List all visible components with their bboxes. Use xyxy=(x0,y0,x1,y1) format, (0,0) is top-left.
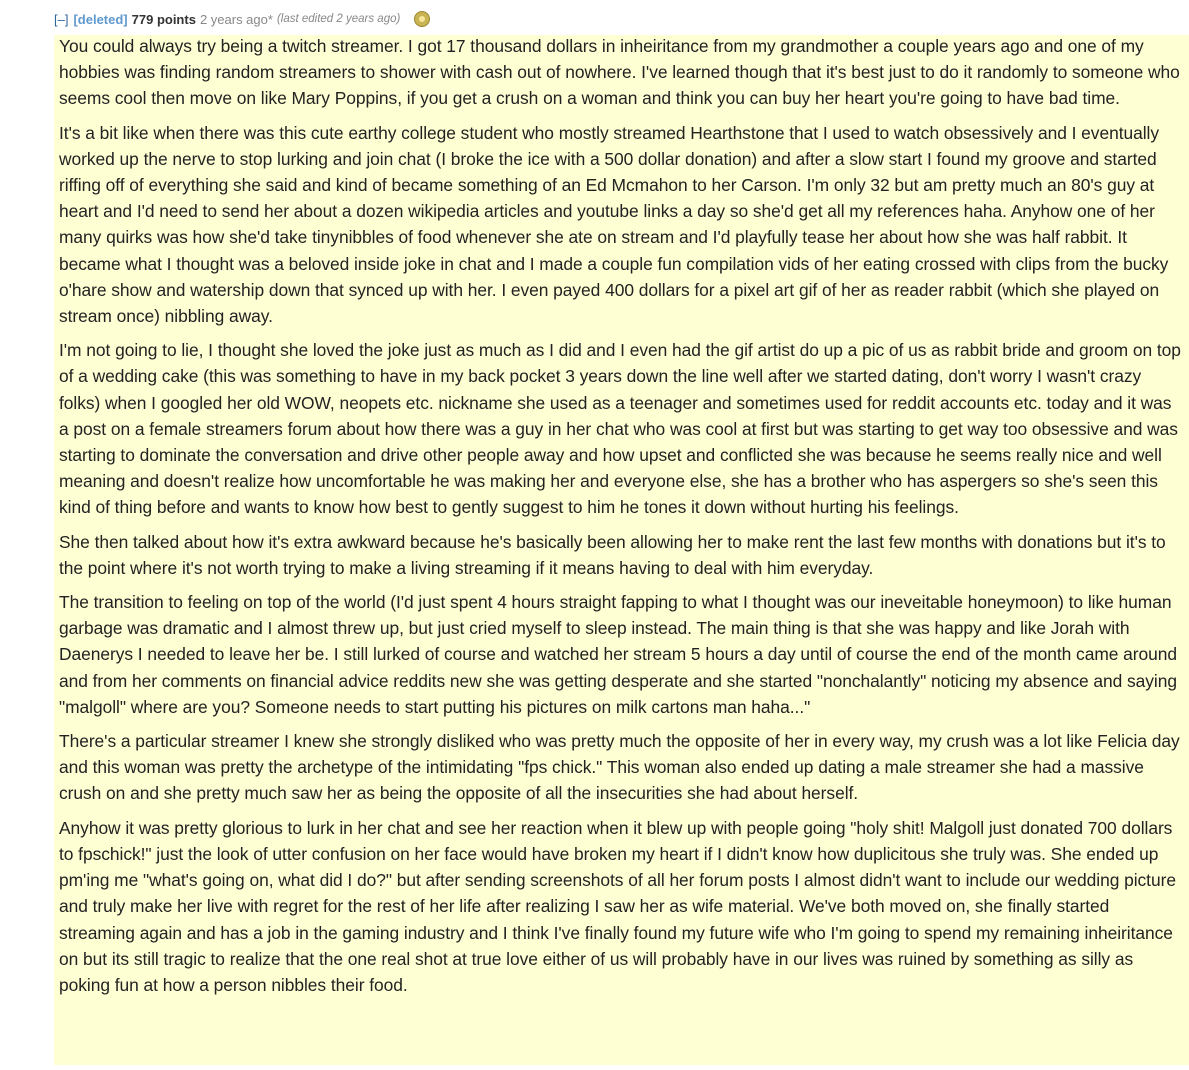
comment-paragraph: It's a bit like when there was this cute earthy college student who mostly streamed Hearthstone that I used to watch obsessively and I eventually worked up the nerve to stop lurking and join chat (I broke the ice with a 500 dollar donation) and after a slow start I found my groove and started riffing off of everything she said and kind of became something of an Ed Mcmahon to her Carson. I'm only 32 but am pretty much an 80's guy at heart and I'd need to send her about a dozen wikipedia articles and youtube links a day so she'd get all my references haha. Anyhow one of her many quirks was how she'd take tinynibbles of food whenever she ate on stream and I'd playfully tease her about how she was half rabbit. It became what I thought was a beloved inside joke in chat and I made a couple fun compilation vids of her eating crossed with clips from the bucky o'hare show and watership down that synced up with her. I even payed 400 dollars for a pixel art gif of her as reader rabbit (which she played on stream once) nibbling away. xyxy=(59,122,1169,327)
comment-paragraph: I'm not going to lie, I thought she loved the joke just as much as I did and I even had the gif artist do up a pic of us as rabbit bride and groom on top of a wedding cake (this was something to have in my back pocket 3 years down the line well after we started dating, don't worry I wasn't crazy folks) when I googled her old WOW, neopets etc. nickname she used as a teenager and sometimes used for reddit accounts etc. today and it was a post on a female streamers forum about how there was a guy in her chat who was cool at first but was starting to get way too obsessive and was starting to dominate the conversation and drive other people away and how upset and conflicted she was because he seems really nice and well meaning and doesn't realize how uncomfortable he was making her and everyone else, she has a brother who has aspergers so she's seen this kind of thing before and wants to know how best to gently suggest to him he tones it down without hurting his feelings. xyxy=(59,340,1181,518)
comment-paragraph: The transition to feeling on top of the world (I'd just spent 4 hours straight fapping to what I thought was our ineveitable honeymoon) to like human garbage was dramatic and I almost threw up, but just cried myself to sleep instead. The main thing is that she was happy and like Jorah with Daenerys I needed to leave her be. I still lurked of course and watched her stream 5 hours a day until of course the end of the month came around and from her comments on financial advice reddits new she was getting desperate and she started "nonchalantly" noticing my absence and saying "malgoll" where are you? Someone needs to start putting his pictures on milk cartons man haha..." xyxy=(59,592,1178,717)
timestamp: 2 years ago* xyxy=(199,11,273,27)
collapse-button[interactable]: [–] xyxy=(54,11,69,27)
comment-paragraph: You could always try being a twitch streamer. I got 17 thousand dollars in inheiritance from my grandmother a couple years ago and one of my hobbies was finding random streamers to shower with cash out of nowhere. I've learned though that it's best just to do it randomly to someone who seems cool then move on like Mary Poppins, if you get a crush on a woman and think you can buy her heart you're going to have bad time. xyxy=(59,36,1180,109)
score: 779 points xyxy=(131,11,196,27)
comment-tagline xyxy=(54,10,430,28)
comment-paragraph: She then talked about how it's extra awkward because he's basically been allowing her to make rent the last few months with donations but it's to the point where it's not worth trying to make a living streaming if it means having to deal with him everyday. xyxy=(59,531,1166,578)
edited-timestamp: (last edited 2 years ago) xyxy=(276,13,401,25)
gold-award-icon xyxy=(414,11,430,27)
comment-paragraph: Anyhow it was pretty glorious to lurk in her chat and see her reaction when it blew up with people going "holy shit! Malgoll just donated 700 dollars to fpschick!" just the look of utter confusion on her face would have broken my heart if I didn't know how duplicitous she truly was. She ended up pm'ing me "what's going on, what did I do?" but after sending screenshots of all her forum posts I almost didn't want to include our wedding picture and truly make her live with regret for the rest of her life after realizing I saw her as wife material. We've both moved on, she finally started streaming again and has a job in the gaming industry and I think I've finally found my future wife who I'm going to spend my remaining inheiritance on but its still tragic to realize that the one real shot at true love either of us will probably have in our lives was ruined by something as silly as poking fun at how a person nibbles their food. xyxy=(59,817,1176,995)
comment-paragraph: There's a particular streamer I knew she strongly disliked who was pretty much the opposite of her in every way, my crush was a lot like Felicia day and this woman was pretty the archetype of the intimidating "fps chick." This woman also ended up dating a male streamer she had a massive crush on and she pretty much saw her as being the opposite of all the insecurities she had about herself. xyxy=(59,731,1180,804)
comment-body xyxy=(54,35,1189,1065)
author-name: [deleted] xyxy=(73,11,128,27)
